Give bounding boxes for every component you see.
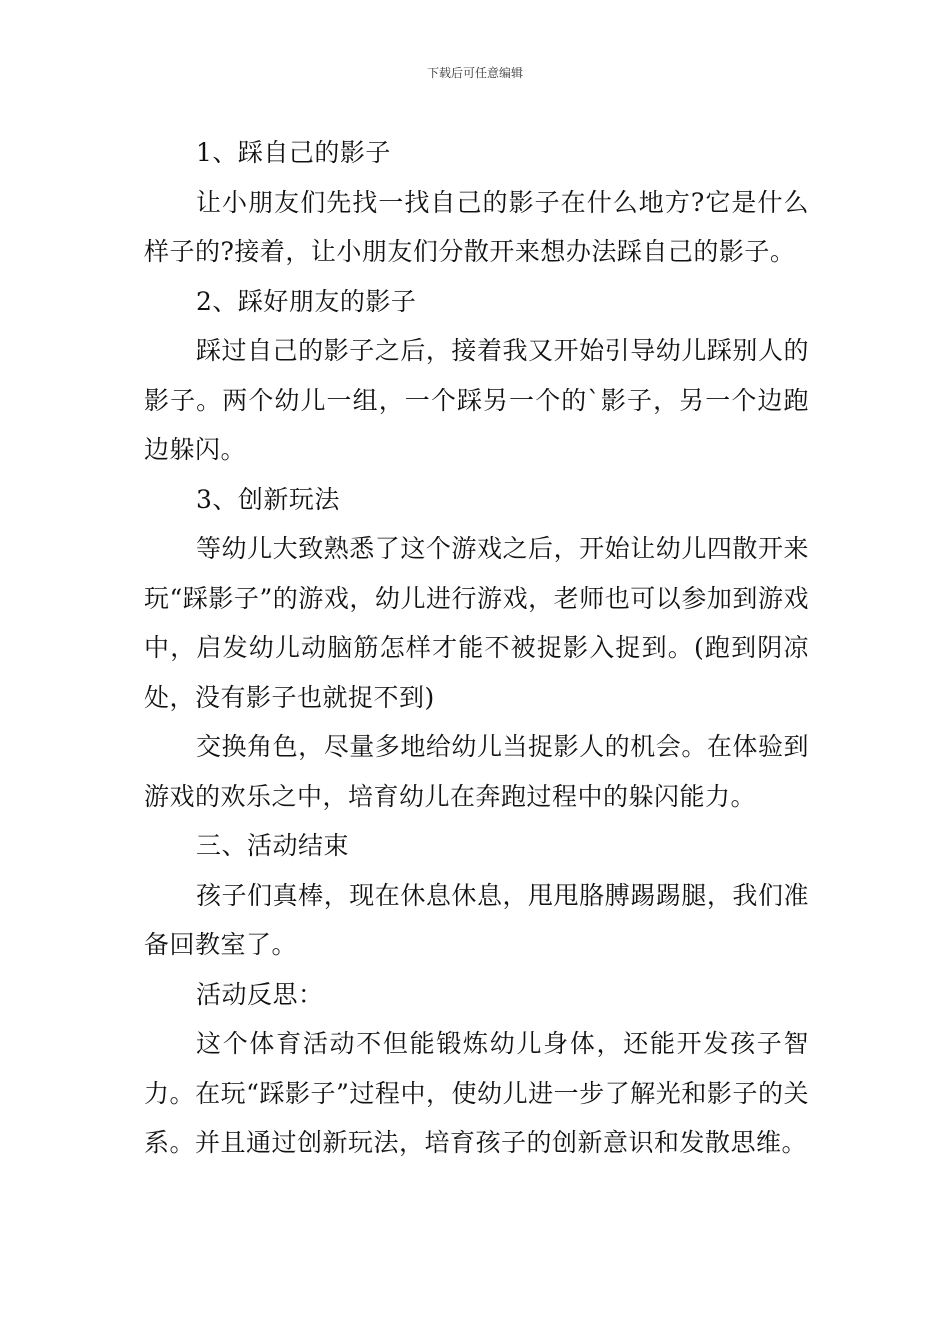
paragraph: 交换角色，尽量多地给幼儿当捉影人的机会。在体验到游戏的欢乐之中，培育幼儿在奔跑过程中的躲闪能力。 [144, 732, 809, 811]
paragraph: 等幼儿大致熟悉了这个游戏之后，开始让幼儿四散开来玩“踩影子”的游戏，幼儿进行游戏，老师也可以参加到游戏中，启发幼儿动脑筋怎样才能不被捉影入捉到。(跑到阴凉处，没有影子也就捉不到) [144, 534, 809, 712]
section-heading-step-2: 2、踩好朋友的影子 [196, 286, 417, 316]
document-body [144, 128, 809, 1168]
section-heading-reflection: 活动反思： [196, 979, 324, 1009]
page-header-note: 下载后可任意编辑 [426, 66, 523, 80]
paragraph: 踩过自己的影子之后，接着我又开始引导幼儿踩别人的影子。两个幼儿一组，一个踩另一个的`影子，另一个边跑边躲闪。 [144, 336, 809, 464]
paragraph: 这个体育活动不但能锻炼幼儿身体，还能开发孩子智力。在玩“踩影子”过程中，使幼儿进一步了解光和影子的关系。并且通过创新玩法，培育孩子的创新意识和发散思维。 [144, 1029, 809, 1157]
section-heading-step-1: 1、踩自己的影子 [196, 138, 391, 167]
section-heading-activity-end: 三、活动结束 [196, 831, 350, 860]
paragraph: 让小朋友们先找一找自己的影子在什么地方?它是什么样子的?接着，让小朋友们分散开来想办法踩自己的影子。 [144, 187, 809, 266]
paragraph: 孩子们真棒，现在休息休息，甩甩胳膊踢踢腿，我们准备回教室了。 [144, 880, 809, 959]
section-heading-step-3: 3、创新玩法 [196, 484, 340, 514]
